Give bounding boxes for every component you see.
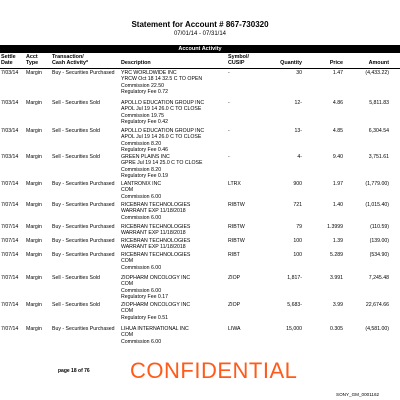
row-amount: (139.00) <box>369 238 389 244</box>
row-price: 1.39 <box>332 238 343 244</box>
row-description <box>121 202 226 221</box>
page-number: page 18 of 76 <box>58 368 90 374</box>
confidential-stamp: CONFIDENTIAL <box>130 358 298 383</box>
row-symbol: ZIOP <box>228 275 241 281</box>
row-description <box>121 70 226 95</box>
row-symbol: RIBT <box>228 252 240 258</box>
transaction-header: Transaction/ Cash Activity* <box>52 54 89 66</box>
description-line: COM <box>121 308 134 315</box>
row-description <box>121 100 226 125</box>
row-amount: 3,751.61 <box>368 154 389 160</box>
description-line: COM <box>121 187 134 194</box>
row-settle-date: 7/07/14 <box>1 275 19 281</box>
description-header: Description <box>121 60 151 66</box>
row-quantity: 900 <box>293 181 302 187</box>
description-line: LANTRONIX INC <box>121 181 162 187</box>
row-description <box>121 238 226 251</box>
statement-title: Statement for Account # 867-730320 <box>131 20 269 29</box>
description-line: Commission 8.20 <box>121 166 162 173</box>
row-acct-type: Margin <box>26 252 42 258</box>
row-acct-type: Margin <box>26 275 42 281</box>
description-line: Commission 6.00 <box>121 338 162 345</box>
row-acct-type: Margin <box>26 238 42 244</box>
row-symbol: - <box>228 128 230 134</box>
row-price: 1.47 <box>332 70 343 76</box>
description-line: WARRANT EXP 11/18/2018 <box>121 230 186 237</box>
row-amount: 5,811.83 <box>369 100 389 106</box>
row-amount: (110.59) <box>370 224 389 230</box>
description-line: Regulatory Fee 0.17 <box>121 293 169 300</box>
row-quantity: 100 <box>293 238 302 244</box>
row-price: 1.40 <box>332 202 343 208</box>
description-line: COM <box>121 281 134 288</box>
row-quantity: 1,817- <box>287 275 302 281</box>
row-symbol: RIBTW <box>228 238 245 244</box>
row-description <box>121 326 226 345</box>
row-settle-date: 7/03/14 <box>1 70 19 76</box>
description-line: Regulatory Fee 0.42 <box>121 118 169 125</box>
row-acct-type: Margin <box>26 202 42 208</box>
row-description <box>121 224 226 237</box>
row-symbol: - <box>228 100 230 106</box>
description-line: Commission 6.00 <box>121 193 162 200</box>
description-line: RICEBRAN TECHNOLOGIES <box>121 252 191 258</box>
description-line: RICEBRAN TECHNOLOGIES <box>121 202 191 208</box>
row-description <box>121 302 226 321</box>
row-quantity: 100 <box>293 252 302 258</box>
row-settle-date: 7/07/14 <box>1 181 19 187</box>
row-transaction: Buy - Securities Purchased <box>52 224 115 230</box>
row-transaction: Sell - Securities Sold <box>52 100 100 106</box>
description-line: Commission 6.00 <box>121 264 162 271</box>
row-description <box>121 181 226 200</box>
row-transaction: Sell - Securities Sold <box>52 154 100 160</box>
row-quantity: 12- <box>294 100 302 106</box>
price-header: Price <box>329 60 343 66</box>
row-amount: 7,245.48 <box>368 275 389 281</box>
row-transaction: Buy - Securities Purchased <box>52 238 115 244</box>
row-transaction: Buy - Securities Purchased <box>52 70 115 76</box>
description-line: Regulatory Fee 0.19 <box>121 172 169 179</box>
row-symbol: RIBTW <box>228 224 245 230</box>
row-description <box>121 128 226 153</box>
statement-period: 07/01/14 - 07/31/14 <box>173 31 227 37</box>
row-amount: (1,779.00) <box>365 181 389 187</box>
row-price: 4.86 <box>332 100 343 106</box>
row-amount: (1,015.40) <box>365 202 389 208</box>
section-title-bar: Account Activity <box>0 45 400 53</box>
description-line: YRCW Oct 18 14 32.5 C TO OPEN <box>121 76 203 83</box>
description-line: YRC WORLDWIDE INC <box>121 70 177 76</box>
row-description <box>121 154 226 179</box>
acct-type-header: Acct Type <box>26 54 39 66</box>
row-settle-date: 7/07/14 <box>1 224 19 230</box>
row-settle-date: 7/07/14 <box>1 302 19 308</box>
row-amount: 6,304.54 <box>368 128 389 134</box>
row-transaction: Buy - Securities Purchased <box>52 202 115 208</box>
row-quantity: 79 <box>296 224 302 230</box>
row-transaction: Sell - Securities Sold <box>52 275 100 281</box>
row-acct-type: Margin <box>26 326 42 332</box>
row-symbol: ZIOP <box>228 302 241 308</box>
row-quantity: 30 <box>296 70 302 76</box>
description-line: Commission 6.00 <box>121 214 162 221</box>
row-settle-date: 7/07/14 <box>1 326 19 332</box>
header-divider <box>0 68 400 69</box>
description-line: Commission 22.50 <box>121 82 164 89</box>
row-quantity: 721 <box>293 202 302 208</box>
description-line: APOLLO EDUCATION GROUP INC <box>121 100 205 106</box>
description-line: APOL Jul 19 14 26.0 C TO CLOSE <box>121 134 202 141</box>
row-acct-type: Margin <box>26 128 42 134</box>
row-acct-type: Margin <box>26 70 42 76</box>
row-settle-date: 7/07/14 <box>1 238 19 244</box>
quantity-header: Quantity <box>280 60 302 66</box>
row-transaction: Sell - Securities Sold <box>52 128 100 134</box>
row-price: 4.85 <box>332 128 343 134</box>
row-price: 1.97 <box>332 181 343 187</box>
row-description <box>121 252 226 271</box>
row-quantity: 15,000 <box>286 326 302 332</box>
description-line: Commission 6.00 <box>121 287 162 294</box>
row-transaction: Buy - Securities Purchased <box>52 326 115 332</box>
description-line: GREEN PLAINS INC <box>121 154 170 160</box>
row-amount: (534.90) <box>369 252 389 258</box>
description-line: ZIOPHARM ONCOLOGY INC <box>121 275 191 281</box>
row-symbol: - <box>228 70 230 76</box>
row-price: 9.40 <box>332 154 343 160</box>
row-description <box>121 275 226 300</box>
row-quantity: 4- <box>297 154 302 160</box>
row-amount: (4,581.00) <box>365 326 389 332</box>
description-line: Regulatory Fee 0.72 <box>121 88 169 95</box>
row-transaction: Buy - Securities Purchased <box>52 252 115 258</box>
row-price: 1.3999 <box>327 224 343 230</box>
description-line: COM <box>121 332 134 339</box>
bates-number: SONY_GM_0001162 <box>336 392 380 397</box>
description-line: APOL Jul 19 14 26.0 C TO CLOSE <box>121 106 202 113</box>
description-line: RICEBRAN TECHNOLOGIES <box>121 224 191 230</box>
row-quantity: 5,683- <box>287 302 302 308</box>
amount-header: Amount <box>368 60 389 66</box>
row-settle-date: 7/03/14 <box>1 154 19 160</box>
row-symbol: LTRX <box>228 181 241 187</box>
row-amount: 22,674.66 <box>365 302 389 308</box>
row-acct-type: Margin <box>26 224 42 230</box>
row-acct-type: Margin <box>26 154 42 160</box>
row-symbol: LIWA <box>228 326 241 332</box>
row-transaction: Buy - Securities Purchased <box>52 181 115 187</box>
row-transaction: Sell - Securities Sold <box>52 302 100 308</box>
row-price: 0.305 <box>330 326 343 332</box>
row-symbol: RIBTW <box>228 202 245 208</box>
row-settle-date: 7/03/14 <box>1 128 19 134</box>
description-line: Regulatory Fee 0.46 <box>121 146 169 153</box>
description-line: WARRANT EXP 11/18/2018 <box>121 244 186 251</box>
description-line: Regulatory Fee 0.51 <box>121 314 169 321</box>
row-price: 3.99 <box>332 302 343 308</box>
description-line: ZIOPHARM ONCOLOGY INC <box>121 302 191 308</box>
row-acct-type: Margin <box>26 302 42 308</box>
row-acct-type: Margin <box>26 100 42 106</box>
row-settle-date: 7/03/14 <box>1 100 19 106</box>
description-line: Commission 8.20 <box>121 140 162 147</box>
description-line: WARRANT EXP 11/18/2018 <box>121 208 186 215</box>
row-settle-date: 7/07/14 <box>1 252 19 258</box>
row-acct-type: Margin <box>26 181 42 187</box>
description-line: RICEBRAN TECHNOLOGIES <box>121 238 191 244</box>
description-line: LIHUA INTERNATIONAL INC <box>121 326 189 332</box>
row-settle-date: 7/07/14 <box>1 202 19 208</box>
row-price: 5.289 <box>330 252 343 258</box>
settle-date-header: Settle Date <box>1 54 16 66</box>
description-line: Commission 19.75 <box>121 112 164 119</box>
description-line: APOLLO EDUCATION GROUP INC <box>121 128 205 134</box>
row-symbol: - <box>228 154 230 160</box>
description-line: COM <box>121 258 134 265</box>
description-line: GPRE Jul 19 14 25.0 C TO CLOSE <box>121 160 203 167</box>
symbol-cusip-header: Symbol/ CUSIP <box>228 54 249 66</box>
row-amount: (4,433.22) <box>365 70 389 76</box>
row-price: 3.991 <box>330 275 343 281</box>
row-quantity: 13- <box>294 128 302 134</box>
